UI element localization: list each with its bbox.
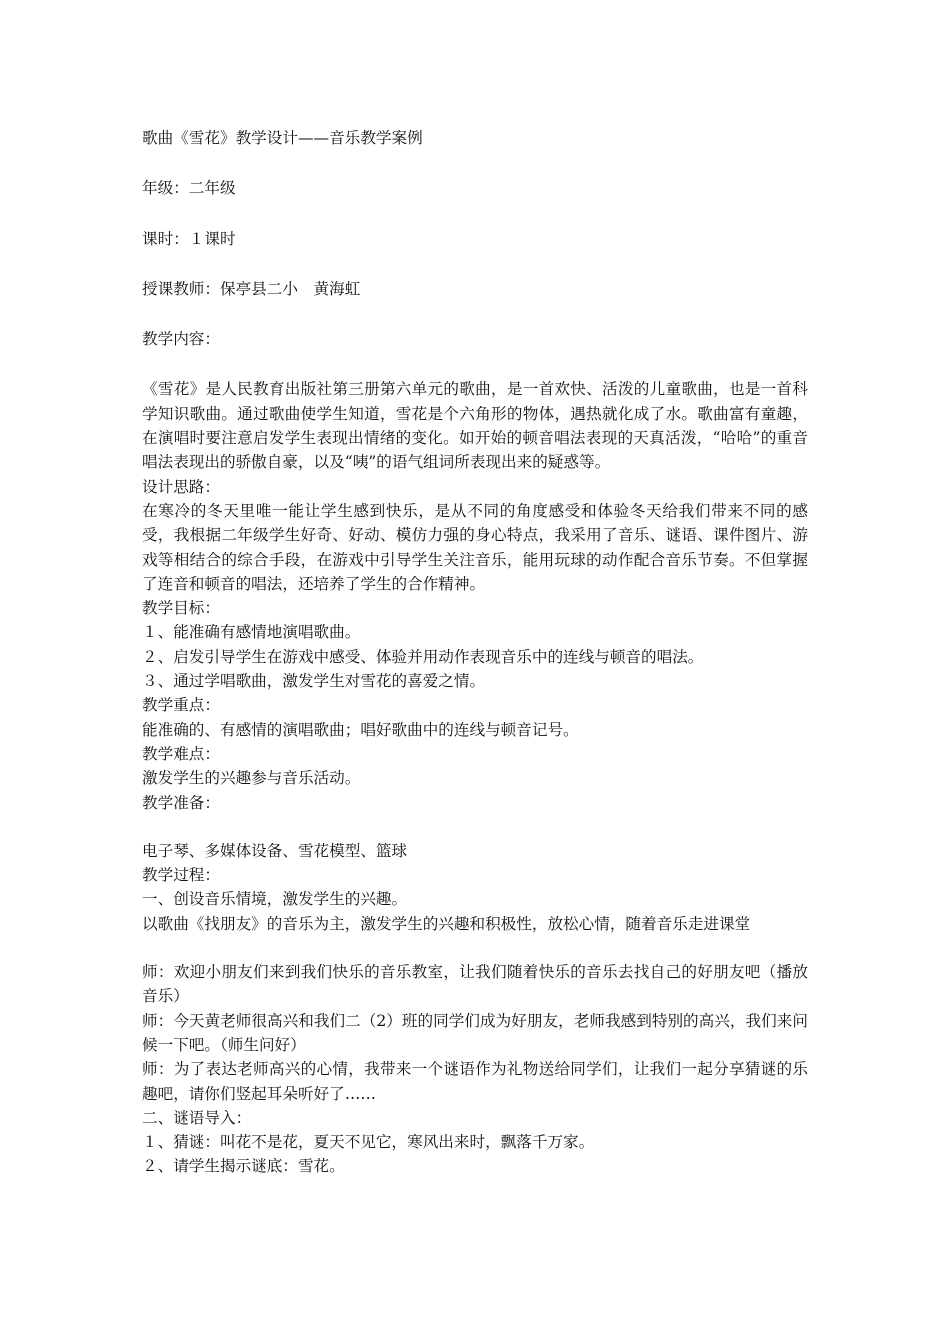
teacher-line: 授课教师：保亭县二小 黄海虹 — [142, 279, 361, 298]
design-paragraph: 在寒冷的冬天里唯一能让学生感到快乐，是从不同的角度感受和体验冬天给我们带来不同的感受，我根据二年级学生好奇、好动、模仿力强的身心特点，我采用了音乐、谜语、课件图片、游戏等相结合的综合手段，在游戏中引导学生关注音乐，能用玩球的动作配合音乐节奏。不但掌握了连音和顿音的唱法，还培养了学生的合作精神。 — [142, 501, 808, 593]
grade-line: 年级：二年级 — [142, 179, 236, 198]
dialogue-line: 师：今天黄老师很高兴和我们二（2）班的同学们成为好朋友，老师我感到特别的高兴，我们来问候一下吧。（师生问好） — [142, 1011, 808, 1054]
content-heading: 教学内容： — [142, 330, 220, 349]
goal-item: １、能准确有感情地演唱歌曲。 — [142, 623, 361, 642]
riddle-item: ２、请学生揭示谜底：雪花。 — [142, 1157, 345, 1176]
document-title: 歌曲《雪花》教学设计——音乐教学案例 — [142, 129, 423, 147]
step1-text: 以歌曲《找朋友》的音乐为主，激发学生的兴趣和积极性，放松心情，随着音乐走进课堂 — [142, 914, 751, 933]
riddle-item: １、猜谜：叫花不是花，夏天不见它，寒风出来时，飘落千万家。 — [142, 1133, 595, 1152]
document-page — [142, 126, 808, 1179]
prep-heading: 教学准备： — [142, 793, 220, 812]
design-heading: 设计思路： — [142, 477, 220, 496]
goal-item: ２、启发引导学生在游戏中感受、体验并用动作表现音乐中的连线与顿音的唱法。 — [142, 647, 704, 666]
goal-item: ３、通过学唱歌曲，激发学生对雪花的喜爱之情。 — [142, 672, 486, 691]
process-heading: 教学过程： — [142, 866, 220, 885]
period-line: 课时：１课时 — [142, 229, 236, 248]
content-paragraph: 《雪花》是人民教育出版社第三册第六单元的歌曲，是一首欢快、活泼的儿童歌曲，也是一首科学知识歌曲。通过歌曲使学生知道，雪花是个六角形的物体，遇热就化成了水。歌曲富有童趣，在演唱时要注意启发学生表现出情绪的变化。如开始的顿音唱法表现的天真活泼，“哈哈”的重音唱法表现出的骄傲自豪，以及“咦”的语气组词所表现出来的疑惑等。 — [142, 380, 808, 472]
key-heading: 教学重点： — [142, 696, 220, 715]
prep-text: 电子琴、多媒体设备、雪花模型、篮球 — [142, 841, 408, 860]
difficulty-text: 激发学生的兴趣参与音乐活动。 — [142, 769, 361, 788]
difficulty-heading: 教学难点： — [142, 744, 220, 763]
goals-heading: 教学目标： — [142, 599, 220, 618]
step2-heading: 二、谜语导入： — [142, 1108, 252, 1127]
step1-heading: 一、创设音乐情境，激发学生的兴趣。 — [142, 890, 408, 909]
dialogue-line: 师：欢迎小朋友们来到我们快乐的音乐教室，让我们随着快乐的音乐去找自己的好朋友吧（播放音乐） — [142, 963, 808, 1006]
dialogue-line: 师：为了表达老师高兴的心情，我带来一个谜语作为礼物送给同学们，让我们一起分享猜谜的乐趣吧，请你们竖起耳朵听好了…… — [142, 1060, 808, 1103]
key-text: 能准确的、有感情的演唱歌曲；唱好歌曲中的连线与顿音记号。 — [142, 720, 579, 739]
